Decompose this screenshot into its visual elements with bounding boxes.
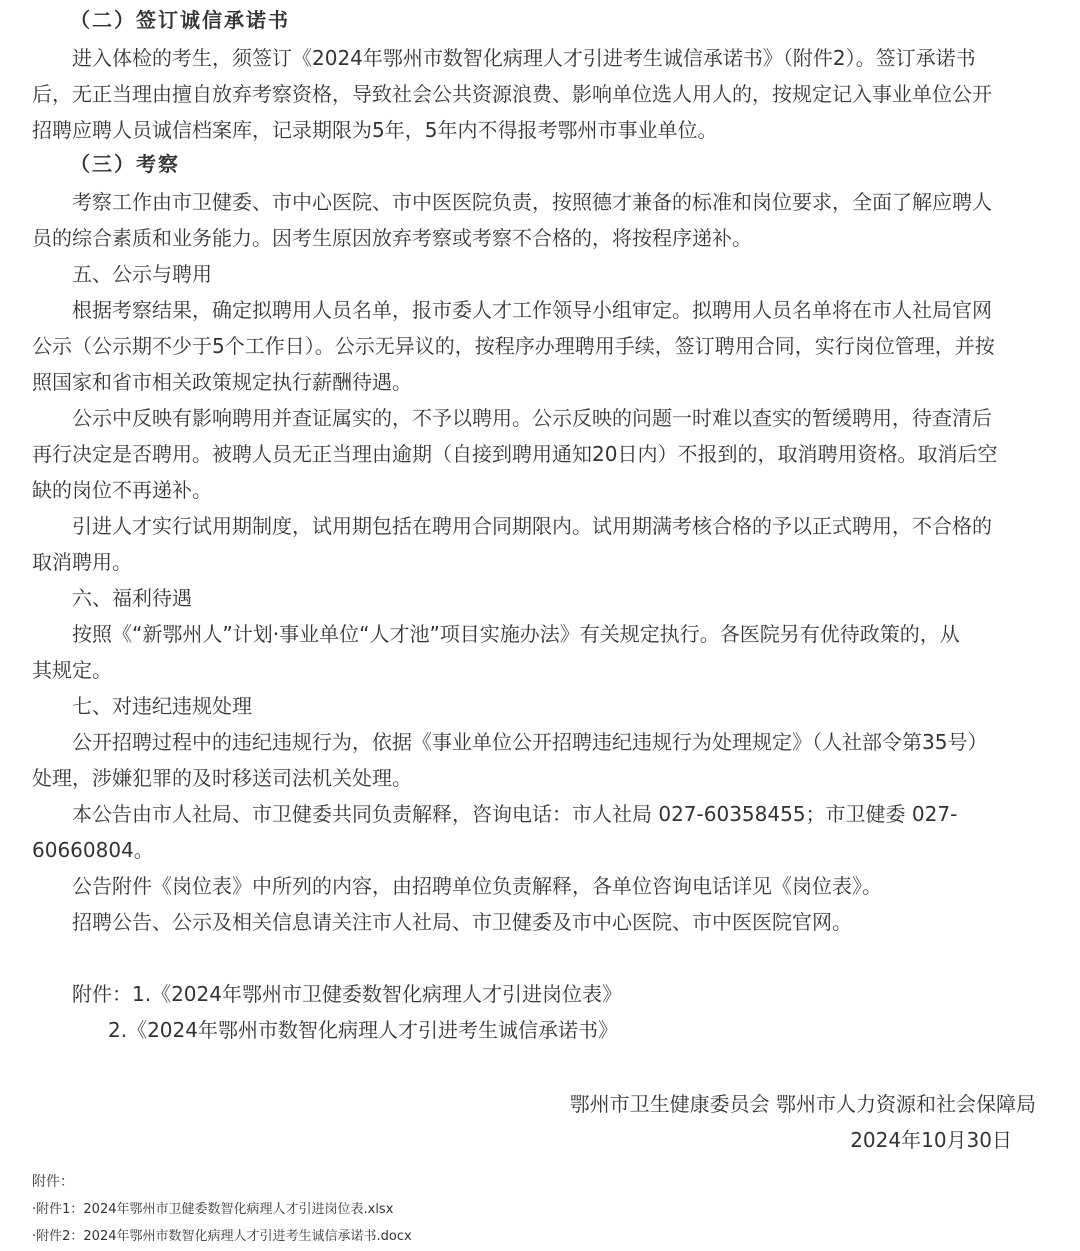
signature-organizations: 鄂州市卫生健康委员会 鄂州市人力资源和社会保障局 <box>569 1092 1036 1116</box>
paragraph-line: 其规定。 <box>32 658 112 682</box>
section-title-publicity-employment: 五、公示与聘用 <box>72 262 212 286</box>
attachment-prefix: ·附件2： <box>32 1229 84 1244</box>
paragraph-line: 处理，涉嫌犯罪的及时移送司法机关处理。 <box>32 766 412 790</box>
section-title-benefits: 六、福利待遇 <box>72 586 192 610</box>
paragraph-line: 缺的岗位不再递补。 <box>32 478 212 502</box>
paragraph-line: 根据考察结果，确定拟聘用人员名单，报市委人才工作领导小组审定。拟聘用人员名单将在市人社局官网 <box>72 298 992 322</box>
appendix-item-1: 附件：1.《2024年鄂州市卫健委数智化病理人才引进岗位表》 <box>72 982 622 1006</box>
section-title-integrity-pledge: （二）签订诚信承诺书 <box>70 8 290 32</box>
attachment-link-2[interactable] <box>32 1227 412 1247</box>
paragraph-line: 进入体检的考生，须签订《2024年鄂州市数智化病理人才引进考生诚信承诺书》（附件2）。签订承诺书 <box>72 46 976 70</box>
paragraph-line: 后，无正当理由擅自放弃考察资格，导致社会公共资源浪费、影响单位选人用人的，按规定记入事业单位公开 <box>32 82 992 106</box>
paragraph-line: 公示中反映有影响聘用并查证属实的，不予以聘用。公示反映的问题一时难以查实的暂缓聘用，待查清后 <box>72 406 992 430</box>
signature-date: 2024年10月30日 <box>850 1128 1012 1152</box>
paragraph-line: 本公告由市人社局、市卫健委共同负责解释，咨询电话：市人社局 027-60358455；市卫健委 027- <box>72 802 958 826</box>
attachment-prefix: ·附件1： <box>32 1202 84 1217</box>
paragraph-line: 考察工作由市卫健委、市中心医院、市中医医院负责，按照德才兼备的标准和岗位要求，全面了解应聘人 <box>72 190 992 214</box>
paragraph-line: 公开招聘过程中的违纪违规行为，依据《事业单位公开招聘违纪违规行为处理规定》（人社部令第35号） <box>72 730 988 754</box>
paragraph-line: 60660804。 <box>32 838 154 862</box>
paragraph-line: 员的综合素质和业务能力。因考生原因放弃考察或考察不合格的，将按程序递补。 <box>32 226 752 250</box>
attachment-filename: 2024年鄂州市卫健委数智化病理人才引进岗位表.xlsx <box>83 1202 394 1217</box>
paragraph-line: 按照《“新鄂州人”计划·事业单位“人才池”项目实施办法》有关规定执行。各医院另有优待政策的，从 <box>72 622 960 646</box>
attachment-link-1[interactable] <box>32 1200 393 1220</box>
paragraph-line: 招聘应聘人员诚信档案库，记录期限为5年，5年内不得报考鄂州市事业单位。 <box>32 118 718 142</box>
paragraph-line: 照国家和省市相关政策规定执行薪酬待遇。 <box>32 370 412 394</box>
paragraph-line: 再行决定是否聘用。被聘人员无正当理由逾期（自接到聘用通知20日内）不报到的，取消聘用资格。取消后空 <box>32 442 998 466</box>
section-title-violations: 七、对违纪违规处理 <box>72 694 252 718</box>
paragraph-line: 取消聘用。 <box>32 550 132 574</box>
attachments-label: 附件： <box>32 1174 74 1190</box>
paragraph-line: 引进人才实行试用期制度，试用期包括在聘用合同期限内。试用期满考核合格的予以正式聘用，不合格的 <box>72 514 992 538</box>
section-title-inspection: （三）考察 <box>70 152 180 176</box>
paragraph-line: 公告附件《岗位表》中所列的内容，由招聘单位负责解释，各单位咨询电话详见《岗位表》。 <box>72 874 882 898</box>
attachment-filename: 2024年鄂州市数智化病理人才引进考生诚信承诺书.docx <box>83 1229 412 1244</box>
appendix-item-2: 2.《2024年鄂州市数智化病理人才引进考生诚信承诺书》 <box>108 1018 618 1042</box>
paragraph-line: 招聘公告、公示及相关信息请关注市人社局、市卫健委及市中心医院、市中医医院官网。 <box>72 910 852 934</box>
paragraph-line: 公示（公示期不少于5个工作日）。公示无异议的，按程序办理聘用手续，签订聘用合同，实行岗位管理，并按 <box>32 334 995 358</box>
